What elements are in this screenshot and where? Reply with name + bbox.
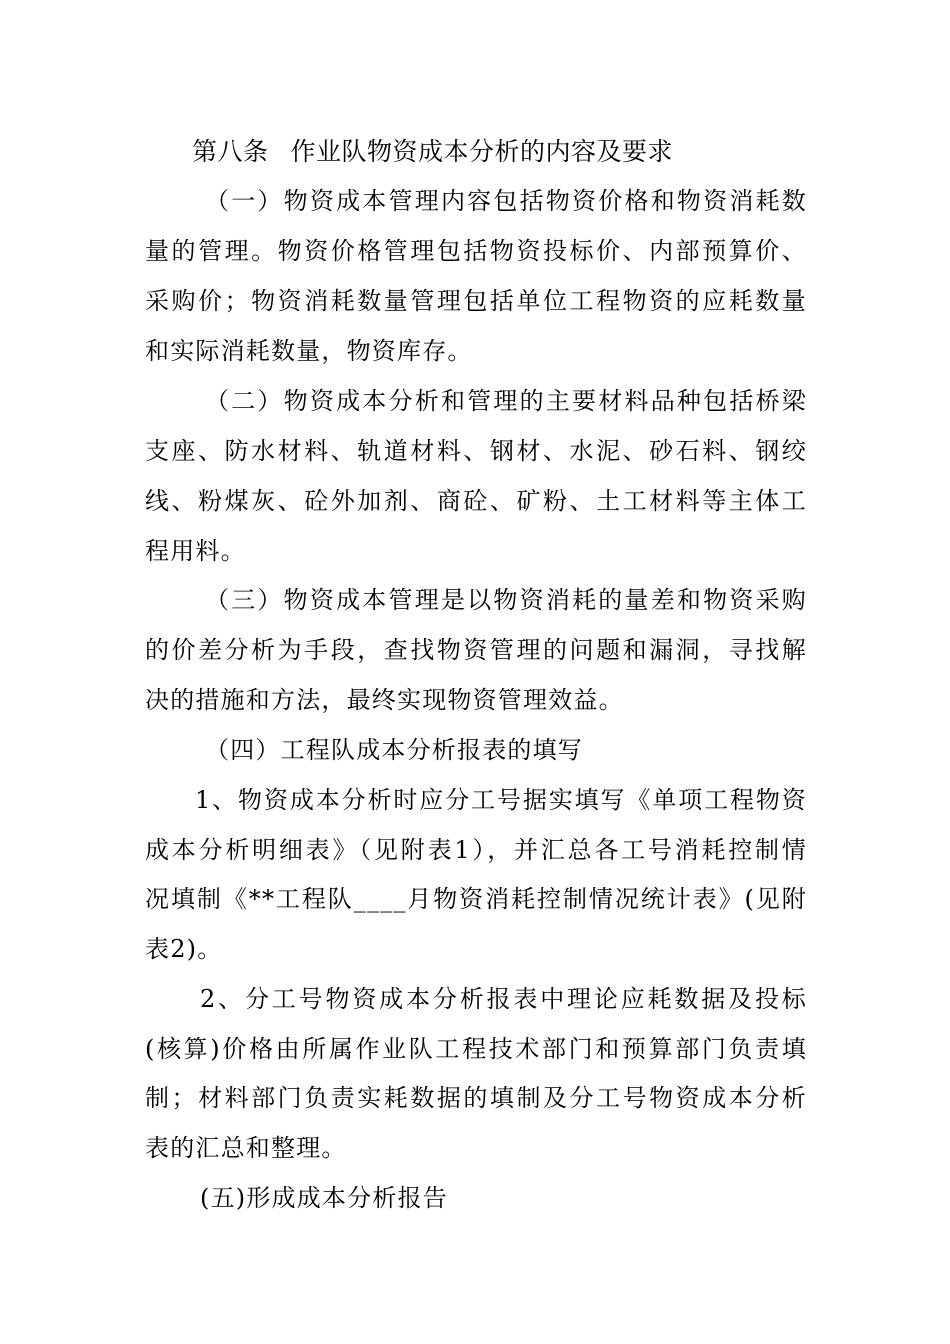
paragraph-line: 表2)。: [145, 935, 223, 963]
article-title: 作业队物资成本分析的内容及要求: [290, 137, 674, 166]
paragraph-line: 成本分析明细表》（见附表1），并汇总各工号消耗控制情: [145, 836, 807, 864]
paragraph-line: 支座、防水材料、轨道材料、钢材、水泥、砂石料、钢绞: [145, 437, 807, 465]
paragraph-line: （一）物资成本管理内容包括物资价格和物资消耗数: [205, 187, 807, 215]
paragraph-line: 线、粉煤灰、砼外加剂、商砼、矿粉、土工材料等主体工: [145, 487, 807, 515]
paragraph-line: 和实际消耗数量，物资库存。: [145, 337, 473, 365]
paragraph-line: （二）物资成本分析和管理的主要材料品种包括桥梁: [205, 387, 807, 415]
article-number: 第八条: [192, 137, 269, 166]
paragraph-line: 程用料。: [145, 537, 246, 565]
paragraph-line: 制；材料部门负责实耗数据的填制及分工号物资成本分析: [145, 1084, 807, 1112]
paragraph-line: 况填制《**工程队____月物资消耗控制情况统计表》(见附: [145, 885, 807, 913]
paragraph-line: （三）物资成本管理是以物资消耗的量差和物资采购: [205, 586, 807, 614]
paragraph-line: 决的措施和方法，最终实现物资管理效益。: [145, 686, 624, 714]
article-heading: [192, 136, 673, 168]
paragraph-line: 1、物资成本分析时应分工号据实填写《单项工程物资: [195, 786, 807, 814]
paragraph-line: 2、分工号物资成本分析报表中理论应耗数据及投标: [200, 985, 807, 1013]
paragraph-line: 表的汇总和整理。: [145, 1134, 347, 1162]
section-title: （四）工程队成本分析报表的填写: [205, 736, 583, 764]
paragraph-line: 的价差分析为手段，查找物资管理的问题和漏洞，寻找解: [145, 636, 807, 664]
paragraph-line: 采购价；物资消耗数量管理包括单位工程物资的应耗数量: [145, 287, 807, 315]
section-title: (五)形成成本分析报告: [200, 1184, 448, 1212]
paragraph-line: (核算)价格由所属作业队工程技术部门和预算部门负责填: [145, 1035, 807, 1063]
paragraph-line: 量的管理。物资价格管理包括物资投标价、内部预算价、: [145, 237, 807, 265]
